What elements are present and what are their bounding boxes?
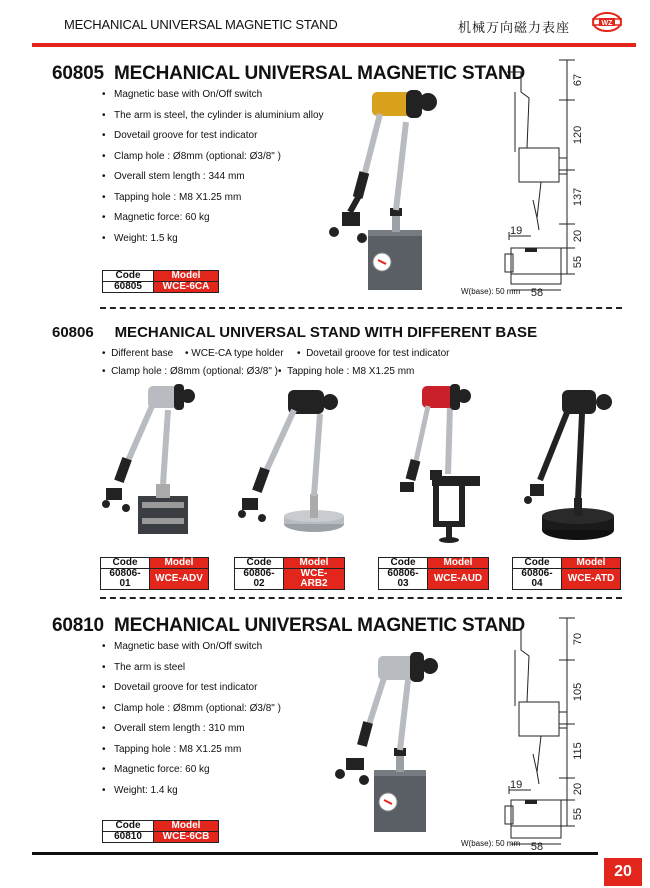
code-model-table-60806-02: Code Model 60806-02 WCE-ARB2 (234, 557, 345, 590)
spec-item: • Tapping hole : M8 X1.25 mm (102, 744, 281, 765)
product-image-60806-02 (232, 380, 352, 550)
dimension-drawing-60805 (455, 58, 615, 298)
svg-text:55: 55 (572, 807, 584, 821)
spec-item: • The arm is steel, the cylinder is aluminium alloy (102, 110, 324, 131)
svg-text:19: 19 (510, 779, 523, 791)
svg-text:58: 58 (530, 287, 544, 298)
spec-list-60810 (102, 641, 281, 805)
spec-item: • Overall stem length : 310 mm (102, 723, 281, 744)
spec-item: • Tapping hole : M8 X1.25 mm (102, 192, 324, 213)
feature-item: • Clamp hole : Ø8mm (optional: Ø3/8" ) (102, 366, 279, 377)
svg-text:105: 105 (572, 682, 584, 702)
footer-rule (32, 852, 598, 855)
spec-item: • The arm is steel (102, 662, 281, 683)
header-rule (32, 43, 636, 47)
spec-item: • Magnetic base with On/Off switch (102, 641, 281, 662)
svg-text:20: 20 (572, 782, 584, 796)
code-model-table-60805: Code Model 60805 WCE-6CA (102, 270, 219, 293)
product-image-60806-01 (98, 380, 198, 550)
spec-list-60805 (102, 89, 324, 253)
product-image-60806-04 (518, 380, 628, 550)
spec-item: • Magnetic force: 60 kg (102, 764, 281, 785)
svg-text:58: 58 (530, 841, 544, 852)
spec-item: • Magnetic base with On/Off switch (102, 89, 324, 110)
section-title-60806: 60806 MECHANICAL UNIVERSAL STAND WITH DIFFERENT BASE (52, 324, 538, 341)
spec-item: • Dovetail groove for test indicator (102, 130, 324, 151)
section-title-60805: 60805 MECHANICAL UNIVERSAL MAGNETIC STAND (52, 63, 526, 84)
svg-text:19: 19 (510, 225, 523, 237)
header-title: MECHANICAL UNIVERSAL MAGNETIC STAND (64, 17, 338, 32)
page-number: 20 (604, 858, 642, 886)
svg-text:120: 120 (572, 125, 584, 145)
svg-text:115: 115 (572, 742, 584, 760)
spec-item: • Weight: 1.4 kg (102, 785, 281, 806)
product-image-60805 (320, 82, 450, 292)
product-image-60810 (330, 640, 450, 840)
feature-item: • Tapping hole : M8 X1.25 mm (278, 366, 415, 377)
svg-text:70: 70 (572, 632, 584, 646)
spec-item: • Weight: 1.5 kg (102, 233, 324, 254)
base-width-note-60805: W(base): 50 mm (461, 287, 521, 296)
code-model-table-60806-04: Code Model 60806-04 WCE-ATD (512, 557, 621, 590)
svg-text:WZ: WZ (601, 20, 613, 27)
svg-text:137: 137 (572, 187, 584, 207)
code-model-table-60806-03: Code Model 60806-03 WCE-AUD (378, 557, 489, 590)
feature-item: • Dovetail groove for test indicator (297, 348, 450, 359)
spec-item: • Overall stem length : 344 mm (102, 171, 324, 192)
section-divider (100, 597, 622, 599)
spec-item: • Magnetic force: 60 kg (102, 212, 324, 233)
code-model-table-60806-01: Code Model 60806-01 WCE-ADV (100, 557, 209, 590)
header-cn-title: 机械万向磁力表座 (458, 21, 571, 36)
code-model-table-60810: Code Model 60810 WCE-6CB (102, 820, 219, 843)
brand-logo (590, 10, 624, 34)
spec-item: • Dovetail groove for test indicator (102, 682, 281, 703)
feature-item: • WCE-CA type holder (185, 348, 284, 359)
section-divider (100, 307, 622, 309)
dimension-drawing-60810 (455, 612, 615, 852)
product-image-60806-03 (392, 380, 492, 550)
svg-text:67: 67 (572, 73, 584, 87)
spec-item: • Clamp hole : Ø8mm (optional: Ø3/8" ) (102, 151, 324, 172)
feature-item: • Different base (102, 348, 174, 359)
section-title-60810: 60810 MECHANICAL UNIVERSAL MAGNETIC STAND (52, 615, 526, 636)
base-width-note-60810: W(base): 50 mm (461, 839, 521, 848)
svg-text:20: 20 (572, 229, 584, 243)
spec-item: • Clamp hole : Ø8mm (optional: Ø3/8" ) (102, 703, 281, 724)
svg-text:55: 55 (572, 255, 584, 269)
